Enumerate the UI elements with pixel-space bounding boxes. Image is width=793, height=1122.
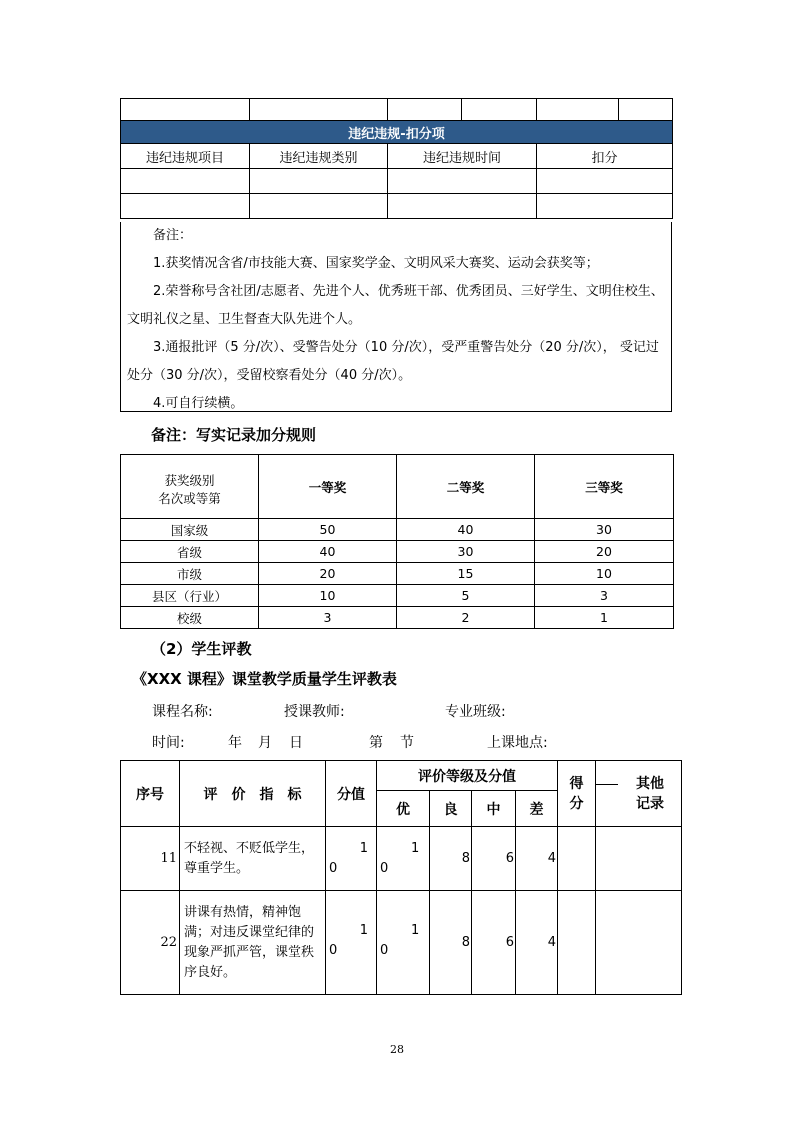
got-line: 分 <box>569 795 584 812</box>
row-label: 省级 <box>121 541 259 563</box>
cell: 40 <box>259 541 397 563</box>
other-line: 其他 <box>636 775 664 792</box>
corner-line: 获奖级别 <box>164 472 215 488</box>
corner-cell <box>121 455 259 519</box>
year-label: 年 <box>228 735 242 751</box>
empty-cell <box>619 99 673 121</box>
cell: 1 <box>535 607 674 629</box>
month-label: 月 <box>258 735 272 751</box>
row-label: 县区（行业） <box>121 585 259 607</box>
grade-cell: 6 <box>472 827 516 891</box>
indicator-text: 不轻视、不贬低学生，尊重学生。 <box>180 827 326 891</box>
got-score-header <box>558 761 596 827</box>
time-label: 时间: <box>152 735 185 751</box>
cell: 3 <box>259 607 397 629</box>
digit: 0 <box>329 943 338 958</box>
digit: 1 <box>359 841 368 856</box>
class-label: 专业班级: <box>445 704 506 720</box>
evaluation-table <box>120 760 682 995</box>
grade-cell: 8 <box>430 891 472 995</box>
cell: 40 <box>397 519 535 541</box>
cell: 2 <box>397 607 535 629</box>
digit: 1 <box>411 923 420 938</box>
empty-cell <box>537 169 673 194</box>
grade-cell: 6 <box>472 891 516 995</box>
empty-cell <box>388 194 537 219</box>
table-row <box>121 541 674 563</box>
digit: 0 <box>380 861 389 876</box>
award-rules-table <box>120 454 674 629</box>
empty-cell <box>596 827 682 891</box>
violation-table <box>120 98 673 219</box>
row-label: 校级 <box>121 607 259 629</box>
grade-header: 良 <box>430 791 472 827</box>
period-label-b: 节 <box>400 735 414 751</box>
row-label: 国家级 <box>121 519 259 541</box>
grade-cell: 8 <box>430 827 472 891</box>
other-record-header <box>596 761 682 827</box>
column-header: 二等奖 <box>397 455 535 519</box>
form-title: 《XXX 课程》课堂教学质量学生评教表 <box>132 670 397 688</box>
cell: 30 <box>535 519 674 541</box>
notes-heading: 备注： <box>153 228 193 243</box>
grade-header: 优 <box>377 791 430 827</box>
empty-cell <box>537 194 673 219</box>
cell: 10 <box>259 585 397 607</box>
course-name-label: 课程名称: <box>152 704 213 720</box>
column-header: 违纪违规项目 <box>121 144 250 169</box>
teacher-label: 授课教师: <box>284 704 345 720</box>
empty-cell <box>558 891 596 995</box>
empty-cell <box>388 99 462 121</box>
digit: 0 <box>380 943 389 958</box>
column-header: 违纪违规类别 <box>250 144 388 169</box>
no-header: 序号 <box>121 761 180 827</box>
period-label-a: 第 <box>369 735 383 751</box>
note-line: 1.获奖情况含省/市技能大赛、国家奖学金、文明风采大赛奖、运动会获奖等； <box>153 256 599 271</box>
cell: 20 <box>535 541 674 563</box>
empty-cell <box>250 194 388 219</box>
table-row <box>121 607 674 629</box>
grade-cell: 4 <box>516 827 558 891</box>
empty-cell <box>596 891 682 995</box>
location-label: 上课地点: <box>487 735 548 751</box>
cell: 20 <box>259 563 397 585</box>
notes-box <box>120 222 672 412</box>
digit: 0 <box>329 861 338 876</box>
cell: 15 <box>397 563 535 585</box>
table-row <box>121 563 674 585</box>
cell: 10 <box>535 563 674 585</box>
indicator-header: 评 价 指 标 <box>180 761 326 827</box>
note-line: 4.可自行续横。 <box>153 396 244 411</box>
table-row <box>121 519 674 541</box>
score-cell <box>326 827 377 891</box>
column-header: 扣分 <box>537 144 673 169</box>
empty-cell <box>121 169 250 194</box>
student-eval-heading: （2）学生评教 <box>151 640 252 658</box>
corner-line: 名次或等第 <box>158 490 221 506</box>
empty-cell <box>121 99 250 121</box>
grade-header: 中 <box>472 791 516 827</box>
grade-cell <box>377 827 430 891</box>
grade-group-header: 评价等级及分值 <box>377 761 558 791</box>
row-no: 22 <box>121 891 180 995</box>
score-cell <box>326 891 377 995</box>
empty-cell <box>121 194 250 219</box>
got-line: 得 <box>569 775 584 792</box>
grade-cell <box>377 891 430 995</box>
grade-header: 差 <box>516 791 558 827</box>
violation-title: 违纪违规-扣分项 <box>121 121 673 144</box>
empty-cell <box>558 827 596 891</box>
table-row <box>121 891 682 995</box>
other-line: 记录 <box>636 795 664 812</box>
empty-cell <box>250 169 388 194</box>
note-line: 3.通报批评（5 分/次）、受警告处分（10 分/次），受严重警告处分（20 分/次）， 受记过处分（30 分/次），受留校察看处分（40 分/次）。 <box>127 340 659 383</box>
column-header: 违纪违规时间 <box>388 144 537 169</box>
page-number: 28 <box>390 1043 404 1056</box>
table-row <box>121 827 682 891</box>
cell: 30 <box>397 541 535 563</box>
indicator-text: 讲课有热情，精神饱满；对违反课堂纪律的现象严抓严管，课堂秩序良好。 <box>180 891 326 995</box>
table-row <box>121 585 674 607</box>
empty-cell <box>250 99 388 121</box>
digit: 1 <box>411 841 420 856</box>
row-label: 市级 <box>121 563 259 585</box>
digit: 1 <box>359 923 368 938</box>
empty-cell <box>537 99 619 121</box>
row-no: 11 <box>121 827 180 891</box>
cell: 5 <box>397 585 535 607</box>
day-label: 日 <box>289 735 303 751</box>
dash-mark <box>596 784 618 785</box>
award-rules-heading: 备注：写实记录加分规则 <box>151 426 317 444</box>
empty-cell <box>462 99 537 121</box>
grade-cell: 4 <box>516 891 558 995</box>
cell: 3 <box>535 585 674 607</box>
column-header: 三等奖 <box>535 455 674 519</box>
empty-cell <box>388 169 537 194</box>
column-header: 一等奖 <box>259 455 397 519</box>
score-header: 分值 <box>326 761 377 827</box>
cell: 50 <box>259 519 397 541</box>
note-line: 2.荣誉称号含社团/志愿者、先进个人、优秀班干部、优秀团员、三好学生、文明住校生、文明礼仪之星、卫生督查大队先进个人。 <box>127 284 664 327</box>
